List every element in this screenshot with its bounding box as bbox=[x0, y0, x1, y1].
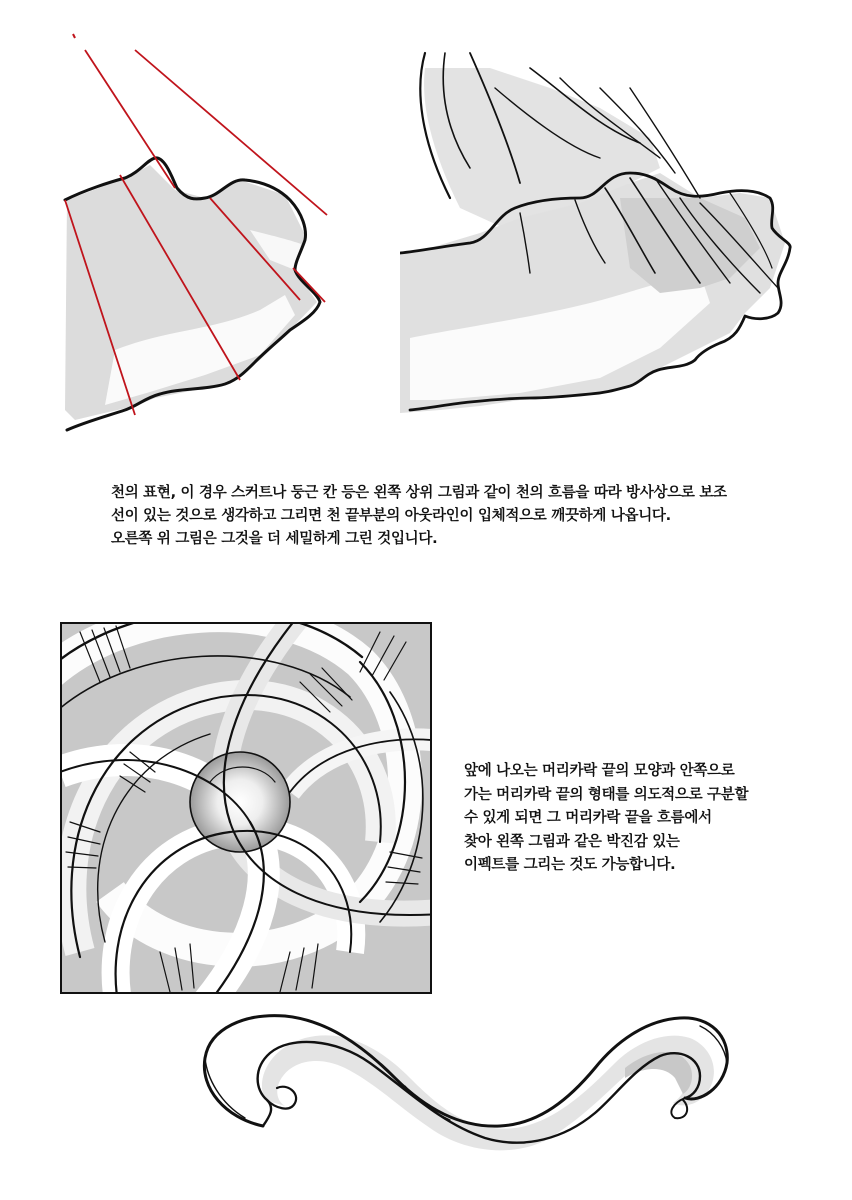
caption-top-line-2: 선이 있는 것으로 생각하고 그리면 천 끝부분의 아웃라인이 입체적으로 깨끗하게 나옵니다. bbox=[111, 508, 671, 524]
caption-side bbox=[464, 760, 748, 878]
caption-side-line-1: 앞에 나오는 머리카락 끝의 모양과 안쪽으로 bbox=[464, 763, 735, 779]
skirt-guides-figure bbox=[55, 30, 355, 440]
ribbon-figure bbox=[195, 1008, 735, 1158]
caption-side-line-3: 수 있게 되면 그 머리카락 끝을 흐름에서 bbox=[464, 810, 712, 826]
skirt-fabric-fill bbox=[65, 165, 317, 420]
skirt-detailed-figure bbox=[400, 48, 800, 413]
caption-top-line-1: 천의 표현, 이 경우 스커트나 둥근 칸 등은 왼쪽 상위 그림과 같이 천의 흐름을 따라 방사상으로 보조 bbox=[111, 485, 727, 501]
caption-side-line-5: 이펙트를 그리는 것도 가능합니다. bbox=[464, 857, 676, 873]
ribbon-fill bbox=[262, 1035, 714, 1150]
detailed-skirt-drapery-icon bbox=[400, 48, 800, 413]
hair-vortex-effect-icon bbox=[60, 622, 432, 994]
caption-side-line-4: 찾아 왼쪽 그림과 같은 박진감 있는 bbox=[464, 833, 680, 850]
hair-vortex-figure bbox=[60, 622, 432, 994]
caption-side-line-2: 가는 머리카락 끝의 형태를 의도적으로 구분할 bbox=[464, 786, 749, 803]
caption-top bbox=[111, 482, 727, 551]
s-curve-ribbon-icon bbox=[195, 1008, 735, 1158]
caption-top-line-3: 오른쪽 위 그림은 그것을 더 세밀하게 그린 것입니다. bbox=[111, 531, 438, 547]
skirt-with-radial-guides-icon bbox=[55, 30, 355, 440]
